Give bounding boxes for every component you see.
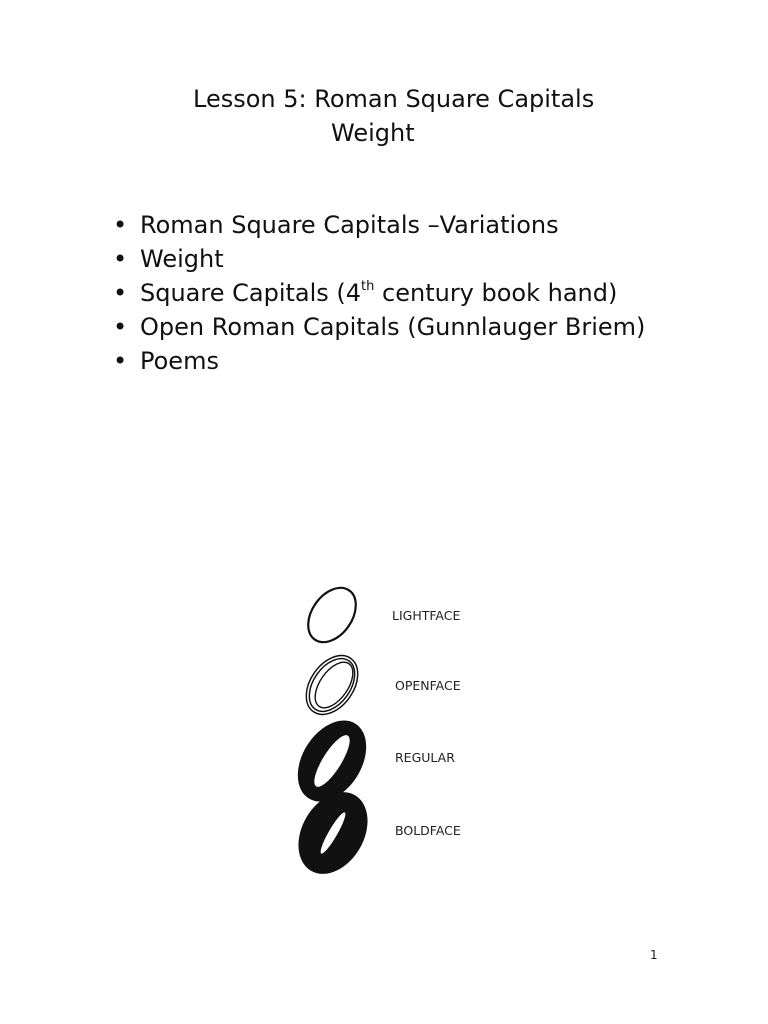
boldface-o-glyph — [298, 792, 367, 874]
boldface-label: BOLDFACE — [395, 823, 461, 838]
list-item: • Poems — [113, 344, 673, 378]
regular-o-glyph — [298, 720, 366, 801]
lesson-subtitle: Weight — [331, 119, 415, 147]
list-item: • Roman Square Capitals –Variations — [113, 208, 673, 242]
lesson-title: Lesson 5: Roman Square Capitals — [193, 85, 595, 113]
lightface-label: LIGHTFACE — [392, 608, 461, 623]
letter-weight-figure — [292, 578, 492, 878]
lightface-o-glyph — [298, 579, 365, 651]
openface-o-glyph — [298, 648, 366, 722]
ordinal-superscript: th — [361, 279, 375, 294]
topic-list — [113, 208, 673, 378]
list-item: • Square Capitals (4th century book hand) — [113, 276, 673, 310]
list-item: • Open Roman Capitals (Gunnlauger Briem) — [113, 310, 673, 344]
openface-label: OPENFACE — [395, 678, 461, 693]
page-number: 1 — [650, 948, 658, 962]
regular-label: REGULAR — [395, 750, 455, 765]
list-item: • Weight — [113, 242, 673, 276]
